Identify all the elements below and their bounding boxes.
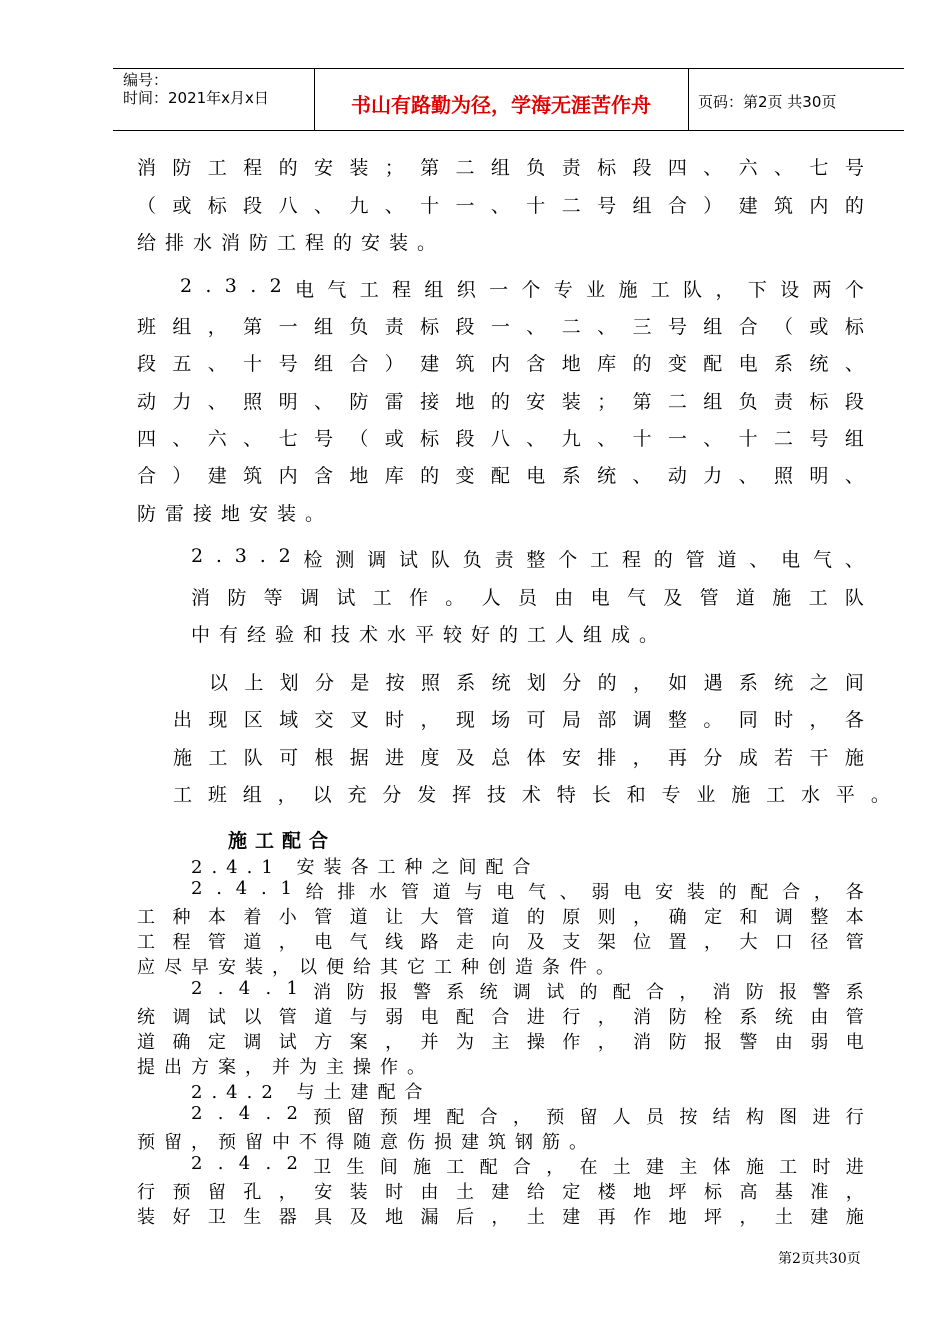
body-line: 2 . 4 . 1 给 排 水 管 道 与 电 气 、 弱 电 安 装 的 配 合 ， 各	[191, 878, 864, 903]
body-line: 2 . 4 . 2 卫 生 间 施 工 配 合 ， 在 土 建 主 体 施 工 时 进	[191, 1153, 864, 1178]
body-line: 装 好 卫 生 器 具 及 地 漏 后 ， 土 建 再 作 地 坪 ， 土 建 施	[137, 1207, 864, 1228]
body-line: 行 预 留 孔 ， 安 装 时 由 土 建 给 定 楼 地 坪 标 高 基 准 ，	[137, 1182, 864, 1203]
body-line: 消 防 工 程 的 安 装 ； 第 二 组 负 责 标 段 四 、 六 、 七 号	[137, 157, 864, 179]
body-line: 以 上 划 分 是 按 照 系 统 划 分 的 ， 如 遇 系 统 之 间	[209, 672, 864, 694]
body-line: 工 程 管 道 ， 电 气 线 路 走 向 及 支 架 位 置 ， 大 口 径 管	[137, 932, 864, 953]
body-line: 2 . 4 . 2 预 留 预 埋 配 合 ， 预 留 人 员 按 结 构 图 进 行	[191, 1103, 864, 1128]
body-line: 工 种 本 着 小 管 道 让 大 管 道 的 原 则 ， 确 定 和 调 整 本	[137, 907, 864, 928]
body-line: 四 、 六 、 七 号 （ 或 标 段 八 、 九 、 十 一 、 十 二 号 组	[137, 428, 864, 450]
body-line: 应尽早安装，以便给其它工种创造条件。	[137, 957, 623, 978]
body-line: 防雷接地安装。	[137, 503, 334, 525]
body-line: 2 . 4 . 1 消 防 报 警 系 统 调 试 的 配 合 ， 消 防 报 警 系	[191, 978, 864, 1003]
body-line: 给排水消防工程的安装。	[137, 232, 446, 254]
body-line: 段 五 、 十 号 组 合 ） 建 筑 内 含 地 库 的 变 配 电 系 统 、	[137, 353, 864, 375]
body-line: 2 . 3 . 2 电 气 工 程 组 织 一 个 专 业 施 工 队 ， 下 设 两 个	[180, 275, 864, 301]
header-meta	[123, 71, 269, 107]
body-line: 2 . 3 . 2 检 测 调 试 队 负 责 整 个 工 程 的 管 道 、 电 气 、	[191, 545, 864, 571]
body-line: 2.4.2 与土建配合	[191, 1082, 432, 1103]
header-divider	[688, 69, 689, 130]
body-line: 提出方案，并为主操作。	[137, 1057, 434, 1078]
body-line: 施 工 队 可 根 据 进 度 及 总 体 安 排 ， 再 分 成 若 干 施	[173, 747, 864, 769]
body-line: 2.4.1 安装各工种之间配合	[191, 857, 540, 878]
body-line: 工 班 组 ， 以 充 分 发 挥 技 术 特 长 和 专 业 施 工 水 平 。	[173, 784, 890, 806]
body-line: 道 确 定 调 试 方 案 ， 并 为 主 操 作 ， 消 防 报 警 由 弱 电	[137, 1032, 864, 1053]
body-line: 中有经验和技术水平较好的工人组成。	[191, 624, 668, 646]
body-line: 合 ） 建 筑 内 含 地 库 的 变 配 电 系 统 、 动 力 、 照 明 、	[137, 465, 864, 487]
body-line: 消 防 等 调 试 工 作 。 人 员 由 电 气 及 管 道 施 工 队	[191, 587, 864, 609]
header-page-info: 页码：第2页 共30页	[698, 93, 837, 111]
header-number-label: 编号：	[123, 71, 169, 89]
body-line: 班 组 ， 第 一 组 负 责 标 段 一 、 二 、 三 号 组 合 （ 或 标	[137, 316, 864, 338]
body-line: 出 现 区 域 交 叉 时 ， 现 场 可 局 部 调 整 。 同 时 ， 各	[173, 709, 864, 731]
header-motto: 书山有路勤为径，学海无涯苦作舟	[351, 93, 651, 117]
body-line: 动 力 、 照 明 、 防 雷 接 地 的 安 装 ； 第 二 组 负 责 标 段	[137, 391, 864, 413]
body-line: 统 调 试 以 管 道 与 弱 电 配 合 进 行 ， 消 防 栓 系 统 由 管	[137, 1007, 864, 1028]
section-heading: 施工配合	[228, 830, 337, 852]
body-line: （ 或 标 段 八 、 九 、 十 一 、 十 二 号 组 合 ） 建 筑 内 的	[137, 195, 864, 217]
footer-page-number: 第2页共30页	[778, 1251, 861, 1267]
document-header	[113, 68, 904, 131]
header-time-label: 时间：2021年x月x日	[123, 89, 269, 107]
body-line: 预留，预留中不得随意伤损建筑钢筋。	[137, 1132, 596, 1153]
